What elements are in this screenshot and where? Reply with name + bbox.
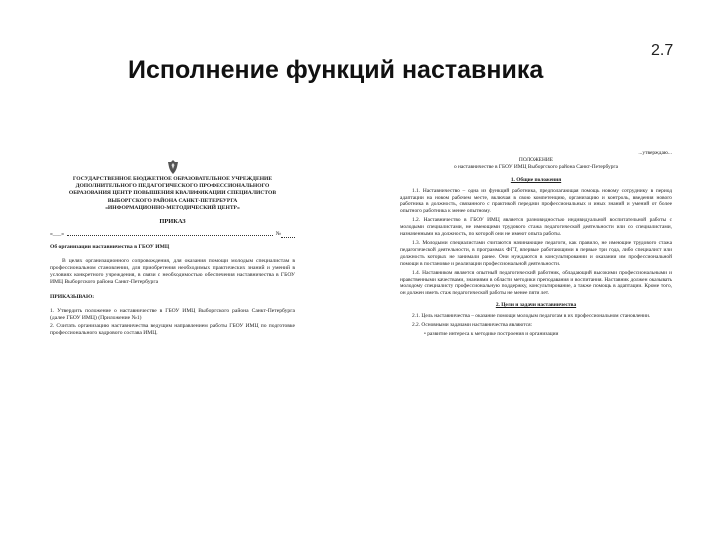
approval-stamp: ...утверждаю...: [638, 150, 672, 156]
section-title: 2. Цели и задачи наставничества: [495, 302, 577, 309]
section-paragraph: 2.1. Цель наставничества – оказание помощи молодым педагогам в их профессиональном становлении.: [412, 313, 651, 320]
date-line: [50, 231, 295, 238]
org-name-block: [50, 176, 295, 212]
section-paragraph: 1.2. Наставничество в ГБОУ ИМЦ является разновидностью индивидуальной воспитательной работы с молодыми специалистами, не имеющими трудового стажа педагогической деятельности или со специалистами, назначенными на должность, по которой они не имеют опыта работы.: [400, 217, 672, 238]
regulation-heading: ПОЛОЖЕНИЕ: [518, 156, 554, 163]
org-line: ДОПОЛНИТЕЛЬНОГО ПЕДАГОГИЧЕСКОГО ПРОФЕССИОНАЛЬНОГО: [75, 183, 270, 190]
section-title: 1. Общие положения: [510, 176, 562, 183]
org-line: ВЫБОРГСКОГО РАЙОНА САНКТ-ПЕТЕРБУРГА: [107, 197, 238, 204]
doc-type: ПРИКАЗ: [159, 218, 186, 226]
order-item: 1. Утвердить положение о наставничестве в ГБОУ ИМЦ Выборгского района Санкт-Петербурга (далее ГБОУ ИМЦ) (Приложение №1): [50, 307, 295, 321]
section-paragraph: 1.4. Наставником является опытный педагогический работник, обладающий высокими профессиональными и нравственными качествами, знаниями в области методики преподавания и воспитания. Наставник должен оказывать молодому специалисту профессиональную поддержку, консультирование, а также помощь в адаптации. Кроме того, он должен иметь стаж педагогической работы не менее пяти лет.: [400, 269, 672, 297]
slide-number: 2.7: [651, 42, 674, 59]
date-field: «___»: [50, 231, 64, 238]
section-paragraph: 1.3. Молодыми специалистами считаются начинающие педагоги, как правило, не имеющие трудового стажа педагогической деятельности, в программах ФГТ, впервые работающими в первые три года, либо специалист или должность которых не занимали ранее. Они нуждаются в консультировании и оказании им профессиональной помощи в постановке и реализации профессиональной деятельности.: [400, 239, 672, 267]
org-line: «ИНФОРМАЦИОННО-МЕТОДИЧЕСКИЙ ЦЕНТР»: [105, 204, 240, 211]
regulation-subheading: о наставничестве в ГБОУ ИМЦ Выборгского района Санкт-Петербурга: [453, 163, 619, 170]
order-subject: Об организации наставничества в ГБОУ ИМЦ: [50, 244, 170, 251]
regulation-document: [400, 150, 672, 442]
coat-of-arms-icon: [167, 160, 179, 174]
section-paragraph: • развитие интереса к методике построения и организации: [424, 330, 559, 337]
order-command: ПРИКАЗЫВАЮ:: [50, 294, 95, 301]
order-preamble: В целях организационного сопровождения, для оказания помощи молодым специалистам в профессиональном становлении, для приобретения необходимых практических знаний и умений в условиях конкретного учреждения, в связи с необходимостью обеспечения наставничества в ГБОУ ИМЦ Выборгского района Санкт-Петербурга: [50, 257, 295, 286]
number-field: №: [275, 231, 281, 238]
section-paragraph: 2.2. Основными задачами наставничества являются:: [412, 322, 533, 329]
org-line: ГОСУДАРСТВЕННОЕ БЮДЖЕТНОЕ ОБРАЗОВАТЕЛЬНОЕ УЧРЕЖДЕНИЕ: [72, 176, 273, 182]
slide-title: Исполнение функций наставника: [128, 56, 544, 84]
order-document: [50, 160, 295, 442]
org-line: ОБРАЗОВАНИЯ ЦЕНТР ПОВЫШЕНИЯ КВАЛИФИКАЦИИ СПЕЦИАЛИСТОВ: [68, 190, 277, 197]
order-item: 2. Считать организацию наставничества ведущим направлением работы ГБОУ ИМЦ по подготовке профессионального кадрового состава ИМЦ.: [50, 323, 295, 337]
section-paragraph: 1.1. Наставничество – одна из функций работника, предполагающая помощь новому сотруднику в период адаптации на новом рабочем месте, включая в свою компетенцию, организацию и контроль, введения нового работника в должность, связанного с практикой передачи профессиональных и иных знаний и умений от более опытного работника к менее опытному.: [400, 187, 672, 215]
